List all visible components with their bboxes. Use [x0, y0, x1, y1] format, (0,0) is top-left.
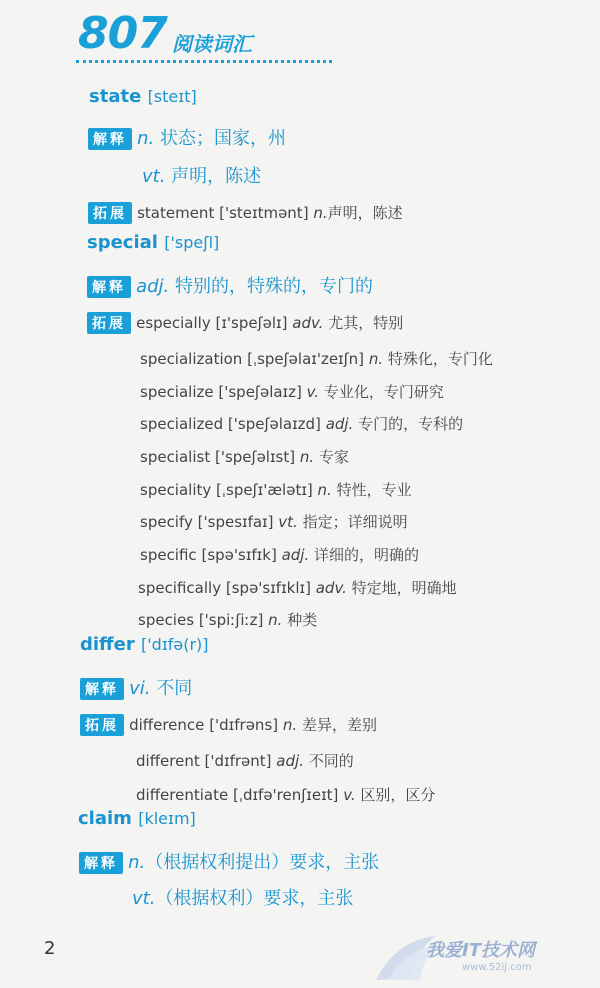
ext-item: specifically [spə'sɪfɪklɪ] adv. 特定地，明确地 — [138, 579, 457, 597]
explain-tag: 解释 — [87, 276, 131, 298]
entry-claim-def2: vt.（根据权利）要求，主张 — [132, 888, 354, 909]
ext-item: different ['dɪfrənt] adj. 不同的 — [136, 752, 354, 770]
ext-item: specialized ['speʃəlaɪzd] adj. 专门的，专科的 — [140, 415, 464, 433]
entry-differ-explain: 解释 vi. 不同 — [80, 674, 192, 700]
ext-item: specific [spə'sɪfɪk] adj. 详细的，明确的 — [140, 546, 420, 564]
entry-claim-headword: claim [kleɪm] — [78, 808, 196, 829]
extend-tag: 拓展 — [88, 202, 132, 224]
ext-item: specialize ['speʃəlaɪz] v. 专业化，专门研究 — [140, 383, 444, 401]
ext-item: specialization [ˌspeʃəlaɪ'zeɪʃn] n. 特殊化，专门化 — [140, 350, 493, 368]
watermark-logo — [366, 930, 586, 984]
entry-special-explain: 解释 adj. 特别的，特殊的，专门的 — [87, 272, 373, 298]
header-dotted-rule — [76, 60, 332, 63]
ext-item: statement ['steɪtmənt] n.声明，陈述 — [137, 204, 403, 222]
entry-state-def2: vt. 声明，陈述 — [142, 166, 262, 187]
header-number: 807 — [78, 8, 167, 59]
entry-claim-explain: 解释 n.（根据权利提出）要求，主张 — [79, 848, 379, 874]
entry-state-headword: state [steɪt] — [89, 86, 197, 107]
ext-item: speciality [ˌspeʃɪ'ælətɪ] n. 特性，专业 — [140, 481, 412, 499]
extend-tag: 拓展 — [80, 714, 124, 736]
entry-special-extend — [87, 312, 403, 334]
watermark-text: 我爱IT技术网 — [426, 940, 535, 961]
ext-item: differentiate [ˌdɪfə'renʃɪeɪt] v. 区别，区分 — [136, 786, 436, 804]
ext-item: difference ['dɪfrəns] n. 差异，差别 — [129, 716, 377, 734]
entry-differ-headword: differ ['dɪfə(r)] — [80, 634, 209, 655]
ext-item: species ['spiːʃiːz] n. 种类 — [138, 611, 318, 629]
ext-item: specify ['spesɪfaɪ] vt. 指定；详细说明 — [140, 513, 408, 531]
entry-state-explain: 解释 n. 状态；国家，州 — [88, 124, 286, 150]
watermark-url: www.52ij.com — [462, 962, 532, 973]
explain-tag: 解释 — [79, 852, 123, 874]
header-title: 阅读词汇 — [172, 32, 252, 56]
ext-item: specialist ['speʃəlɪst] n. 专家 — [140, 448, 349, 466]
page-number: 2 — [44, 938, 56, 959]
explain-tag: 解释 — [88, 128, 132, 150]
entry-special-headword: special ['speʃl] — [87, 232, 220, 253]
explain-tag: 解释 — [80, 678, 124, 700]
entry-differ-extend — [80, 714, 377, 736]
entry-state-extend — [88, 202, 403, 224]
ext-item: especially [ɪ'speʃəlɪ] adv. 尤其，特别 — [136, 314, 404, 332]
extend-tag: 拓展 — [87, 312, 131, 334]
